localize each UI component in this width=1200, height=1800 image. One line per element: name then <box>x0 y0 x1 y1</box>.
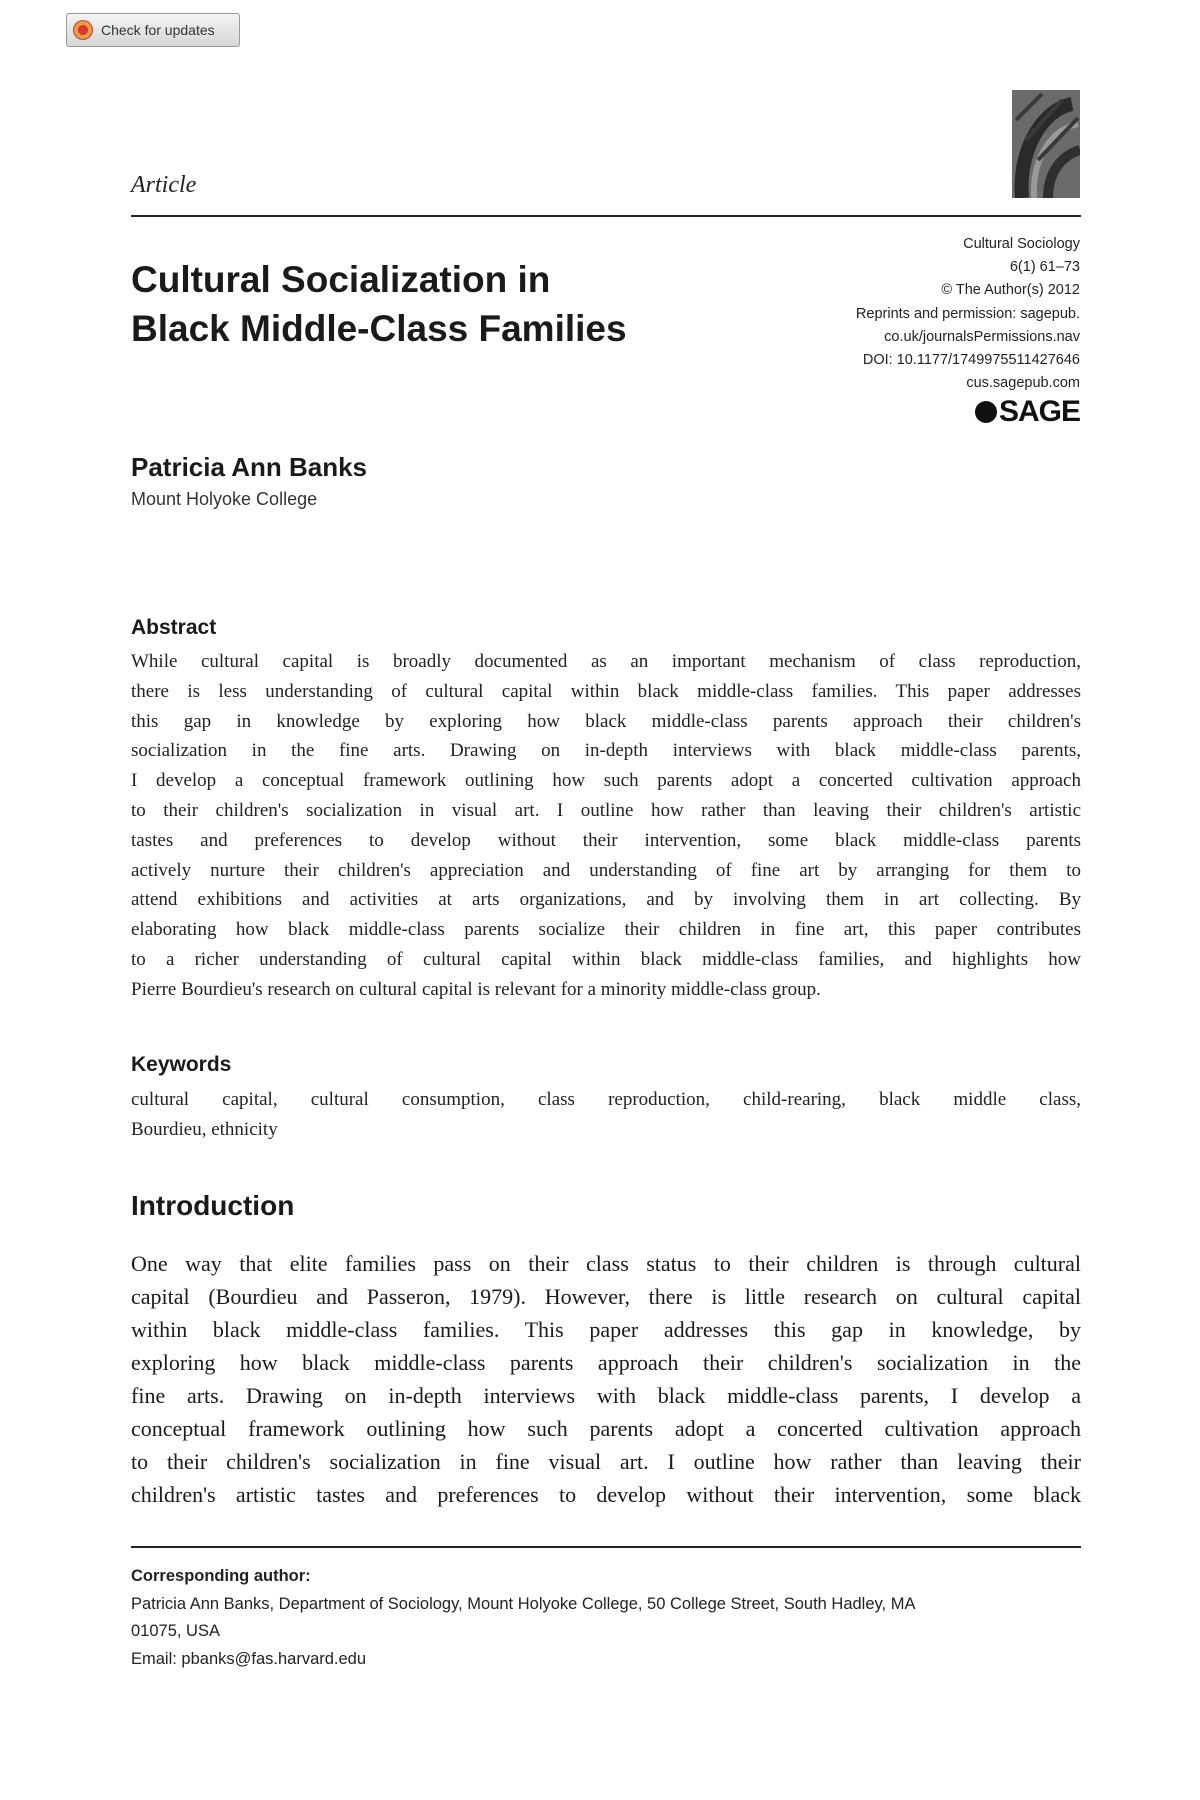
corresponding-address: Patricia Ann Banks, Department of Sociology, Mount Holyoke College, 50 College Street, South Hadley, MA <box>131 1594 916 1613</box>
copyright: © The Author(s) 2012 <box>941 282 1080 299</box>
reprints-line: Reprints and permission: sagepub. <box>855 305 1080 322</box>
abstract-body <box>131 647 1081 1005</box>
intro-line: exploring how black middle-class parents approach their children's socialization in the <box>131 1350 1081 1375</box>
abstract-line: I develop a conceptual framework outlining how such parents adopt a concerted cultivation approach <box>131 770 1081 792</box>
corresponding-email[interactable]: Email: pbanks@fas.harvard.edu <box>131 1649 367 1668</box>
check-for-updates-label: Check for updates <box>101 22 215 38</box>
check-for-updates-button[interactable] <box>66 13 240 47</box>
introduction-heading: Introduction <box>131 1190 295 1221</box>
sage-logo <box>975 395 1080 429</box>
sage-logo-text: SAGE <box>998 395 1080 428</box>
journal-cover-image <box>1012 90 1080 198</box>
doi[interactable]: DOI: 10.1177/1749975511427646 <box>862 352 1080 369</box>
corresponding-author-label: Corresponding author: <box>131 1567 311 1585</box>
permissions-link[interactable]: co.uk/journalsPermissions.nav <box>884 328 1080 345</box>
author-name: Patricia Ann Banks <box>131 452 368 482</box>
abstract-line: socialization in the fine arts. Drawing on in-depth interviews with black middle-class parents, <box>131 740 1081 762</box>
intro-line: fine arts. Drawing on in-depth interviews with black middle-class parents, I develop a <box>131 1383 1081 1408</box>
journal-cover-icon <box>1012 90 1080 198</box>
journal-metadata <box>750 233 1080 395</box>
title-line: Cultural Socialization in <box>131 259 551 300</box>
intro-line: conceptual framework outlining how such parents adopt a concerted cultivation approach <box>131 1416 1081 1441</box>
abstract-line: Pierre Bourdieu's research on cultural capital is relevant for a minority middle-class group. <box>131 978 821 1000</box>
title-line: Black Middle-Class Families <box>131 308 627 349</box>
abstract-line: attend exhibitions and activities at arts organizations, and by involving them in art collecting. By <box>131 889 1081 911</box>
journal-url[interactable]: cus.sagepub.com <box>966 375 1080 392</box>
introduction-body <box>131 1247 1081 1511</box>
keywords-line: Bourdieu, ethnicity <box>131 1119 278 1140</box>
abstract-line: actively nurture their children's appreciation and understanding of fine art by arranging for them to <box>131 859 1081 881</box>
keywords-line: cultural capital, cultural consumption, class reproduction, child-rearing, black middle class, <box>131 1089 1081 1110</box>
intro-line: within black middle-class families. This paper addresses this gap in knowledge, by <box>131 1317 1081 1342</box>
abstract-heading: Abstract <box>131 616 217 639</box>
article-title <box>131 255 751 353</box>
keywords-heading: Keywords <box>131 1053 232 1076</box>
abstract-line: there is less understanding of cultural capital within black middle-class families. This paper addresses <box>131 680 1081 702</box>
abstract-line: this gap in knowledge by exploring how black middle-class parents approach their children's <box>131 710 1081 732</box>
article-type-label: Article <box>131 172 197 198</box>
corresponding-author <box>131 1563 1081 1673</box>
crossmark-icon <box>73 20 93 40</box>
intro-line: capital (Bourdieu and Passeron, 1979). However, there is little research on cultural capital <box>131 1284 1081 1309</box>
corresponding-address: 01075, USA <box>131 1622 220 1640</box>
abstract-line: elaborating how black middle-class parents socialize their children in fine art, this paper contributes <box>131 919 1081 941</box>
author-affiliation: Mount Holyoke College <box>131 489 318 509</box>
footnote-rule <box>131 1546 1081 1548</box>
intro-line: to their children's socialization in fine visual art. I outline how rather than leaving their <box>131 1449 1081 1474</box>
journal-name: Cultural Sociology <box>963 236 1080 252</box>
volume-pages: 6(1) 61–73 <box>1009 259 1080 276</box>
intro-line: One way that elite families pass on their class status to their children is through cultural <box>131 1251 1081 1276</box>
sage-logo-icon <box>975 401 997 423</box>
abstract-line: to their children's socialization in visual art. I outline how rather than leaving their children's artistic <box>131 799 1081 821</box>
abstract-line: tastes and preferences to develop without their intervention, some black middle-class parents <box>131 829 1081 851</box>
abstract-line: to a richer understanding of cultural capital within black middle-class families, and highlights how <box>131 948 1081 970</box>
intro-line: children's artistic tastes and preferences to develop without their intervention, some black <box>131 1482 1081 1507</box>
abstract-line: While cultural capital is broadly documented as an important mechanism of class reproduction, <box>131 651 1081 672</box>
keywords-list <box>131 1085 1081 1145</box>
header-rule <box>131 215 1081 217</box>
